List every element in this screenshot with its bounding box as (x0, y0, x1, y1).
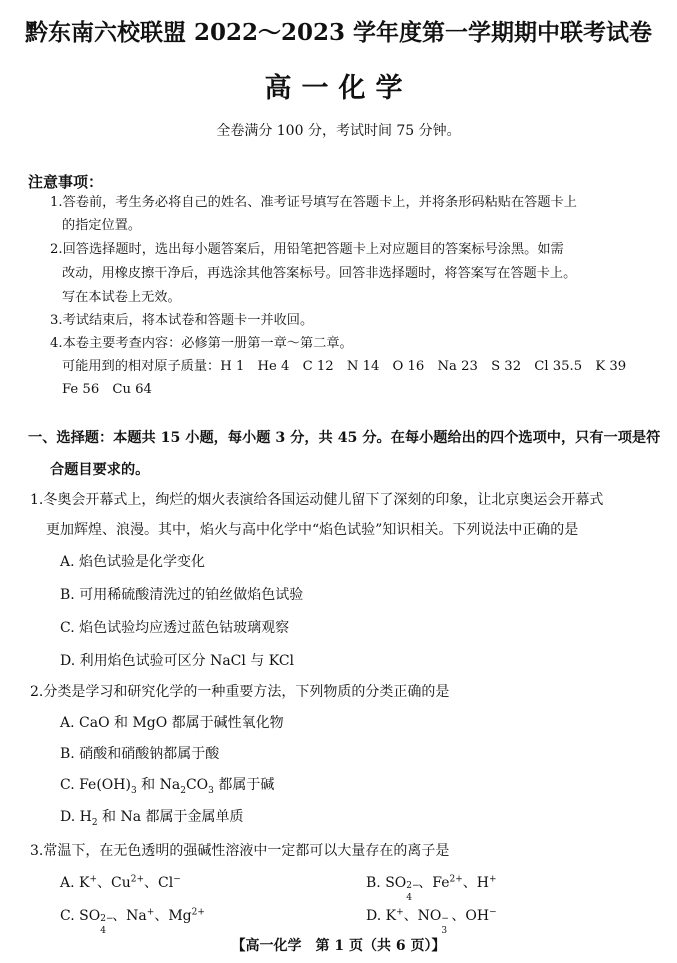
formula-text: 和 Na (136, 777, 181, 793)
charge: 2+ (449, 874, 463, 885)
subscript: 3 (441, 926, 448, 936)
subscript: 4 (100, 926, 106, 936)
ion-text: 、Cl (144, 875, 174, 891)
question-2-option-d (60, 806, 244, 828)
question-1-option-a: A. 焰色试验是化学变化 (60, 554, 206, 570)
charge: 2− (406, 881, 420, 891)
ion-text: 、Cu (97, 875, 131, 891)
question-3-option-b (366, 872, 497, 903)
charge: + (89, 874, 98, 885)
charge: + (489, 874, 497, 885)
charge: − (173, 874, 181, 885)
question-3-option-c (60, 905, 205, 936)
ion-text: A. K (60, 875, 90, 891)
ion-text: C. SO (60, 908, 101, 924)
subscript: 3 (130, 785, 137, 796)
score-line: 全卷满分 100 分，考试时间 75 分钟。 (216, 123, 461, 139)
formula-text: CO (185, 777, 209, 793)
formula-text: 和 Na 都属于金属单质 (97, 809, 244, 825)
subscript: 2 (180, 785, 186, 796)
ion-text: B. SO (366, 875, 407, 891)
notice-heading: 注意事项： (28, 173, 104, 191)
ion-text: 、Mg (154, 908, 192, 924)
notice-line: 改动，用橡皮擦干净后，再选涂其他答案标号。回答非选择题时，将答案写在答题卡上。 (62, 266, 577, 281)
charge: − (441, 914, 449, 924)
notice-line: 2.回答选择题时，选出每小题答案后，用铅笔把答题卡上对应题目的答案标号涂黑。如需 (50, 242, 564, 257)
question-1-option-d: D. 利用焰色试验可区分 NaCl 与 KCl (60, 653, 295, 669)
section-heading-cont: 合题目要求的。 (50, 462, 150, 478)
question-3-option-d (366, 905, 497, 936)
charge: − (489, 907, 497, 918)
ion-text: 、Na (112, 908, 147, 924)
charge: 2+ (191, 907, 205, 918)
question-1-stem-cont: 更加辉煌、浪漫。其中，焰火与高中化学中“焰色试验”知识相关。下列说法中正确的是 (46, 522, 579, 538)
notice-line: 的指定位置。 (62, 218, 142, 233)
notice-line: 3.考试结束后，将本试卷和答题卡一并收回。 (50, 313, 314, 328)
question-3-option-a (60, 872, 181, 892)
ion-text: 、OH (451, 908, 490, 924)
charge: + (146, 907, 155, 918)
question-1-option-b: B. 可用稀硫酸清洗过的铂丝做焰色试验 (60, 587, 304, 603)
question-2-option-a: A. CaO 和 MgO 都属于碱性氧化物 (60, 715, 284, 731)
ion-text: 、Fe (418, 875, 450, 891)
question-2-option-c (60, 774, 274, 796)
notice-line: 1.答卷前，考生务必将自己的姓名、准考证号填写在答题卡上，并将条形码粘贴在答题卡上 (50, 195, 577, 210)
charge: 2+ (130, 874, 145, 885)
exam-title: 黔东南六校联盟 2022～2023 学年度第一学期期中联考试卷 (24, 19, 653, 46)
charge: 2− (100, 914, 114, 924)
subscript: 4 (406, 893, 412, 903)
section-heading: 一、选择题：本题共 15 小题，每小题 3 分，共 45 分。在每小题给出的四个选项中，只有一项是符 (28, 430, 661, 446)
ion-text: 、NO (403, 908, 442, 924)
subject-title: 高一化学 (264, 73, 413, 104)
question-3-stem: 3.常温下，在无色透明的强碱性溶液中一定都可以大量存在的离子是 (30, 843, 450, 859)
charge: + (396, 907, 404, 918)
subscript: 3 (208, 785, 214, 796)
formula-text: D. H (60, 809, 92, 825)
question-2-option-b: B. 硝酸和硝酸钠都属于酸 (60, 746, 220, 762)
atomic-mass-line: Fe 56 Cu 64 (62, 382, 152, 397)
subscript: 2 (91, 817, 98, 828)
page-footer: 【高一化学 第 1 页（共 6 页）】 (231, 938, 446, 954)
question-1-option-c: C. 焰色试验均应透过蓝色钴玻璃观察 (60, 620, 290, 636)
formula-text: C. Fe(OH) (60, 777, 131, 793)
formula-text: 都属于碱 (213, 777, 275, 793)
ion-text: 、H (462, 875, 489, 891)
notice-line: 写在本试卷上无效。 (62, 290, 181, 305)
question-1-stem: 1.冬奥会开幕式上，绚烂的烟火表演给各国运动健儿留下了深刻的印象，让北京奥运会开幕式 (30, 492, 604, 508)
notice-line: 4.本卷主要考查内容：必修第一册第一章～第二章。 (50, 336, 353, 351)
ion-text: D. K (366, 908, 397, 924)
atomic-mass-line: 可能用到的相对原子质量：H 1 He 4 C 12 N 14 O 16 Na 23 S 32 Cl 35.5 K 39 (62, 359, 627, 374)
question-2-stem: 2.分类是学习和研究化学的一种重要方法，下列物质的分类正确的是 (30, 684, 450, 700)
